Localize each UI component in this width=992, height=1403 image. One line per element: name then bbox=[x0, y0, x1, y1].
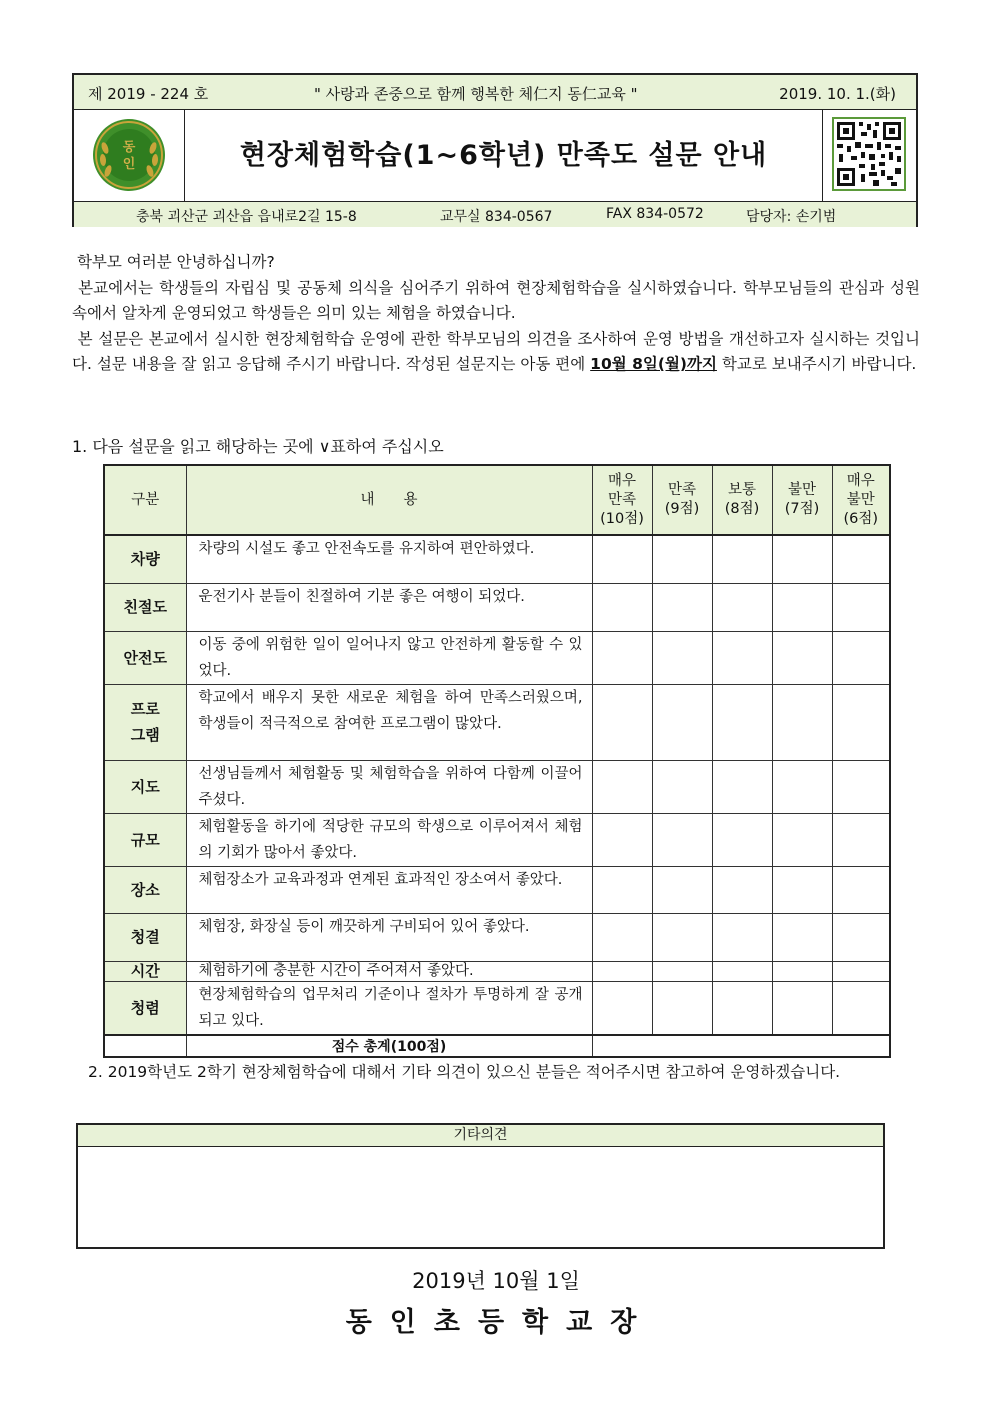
rating-cell[interactable] bbox=[592, 760, 652, 813]
table-row bbox=[104, 760, 890, 813]
rating-cell[interactable] bbox=[652, 981, 712, 1035]
rating-cell[interactable] bbox=[832, 866, 890, 913]
header-category: 구분 bbox=[104, 465, 186, 535]
intro-paragraph-2: 본 설문은 본교에서 실시한 현장체험학습 운영에 관한 학부모님의 의견을 조사하여 운영 방법을 개선하고자 실시하는 것입니다. 설문 내용을 잘 읽고 응답해 주시기 바랍니다. 작성된 설문지는 아동 편에 bbox=[72, 329, 920, 374]
total-score-cell[interactable] bbox=[592, 1035, 890, 1057]
school-emblem-icon bbox=[92, 118, 166, 192]
row-category: 장소 bbox=[104, 866, 186, 913]
header-satisfied: 만족 (9점) bbox=[652, 465, 712, 535]
row-category: 청결 bbox=[104, 913, 186, 961]
intro-paragraph-2-end: 학교로 보내주시기 바랍니다. bbox=[716, 355, 917, 374]
opinion-box[interactable] bbox=[76, 1123, 885, 1249]
rating-cell[interactable] bbox=[592, 913, 652, 961]
total-blank-cell bbox=[104, 1035, 186, 1057]
contact-person: 담당자: 손기범 bbox=[746, 209, 837, 225]
row-category: 차량 bbox=[104, 535, 186, 583]
header-top-bar bbox=[74, 75, 916, 110]
question-1: 1. 다음 설문을 읽고 해당하는 곳에 ∨표하여 주십시오 bbox=[72, 437, 444, 456]
header-very-satisfied: 매우 만족 (10점) bbox=[592, 465, 652, 535]
row-category: 안전도 bbox=[104, 631, 186, 684]
slogan: " 사랑과 존중으로 함께 행복한 체仁지 동仁교육 " bbox=[314, 85, 638, 103]
rating-cell[interactable] bbox=[652, 813, 712, 866]
rating-cell[interactable] bbox=[712, 583, 772, 631]
rating-cell[interactable] bbox=[592, 866, 652, 913]
header-neutral: 보통 (8점) bbox=[712, 465, 772, 535]
intro-text bbox=[72, 250, 920, 378]
total-row bbox=[104, 1035, 890, 1057]
rating-cell[interactable] bbox=[652, 684, 712, 760]
rating-cell[interactable] bbox=[772, 981, 832, 1035]
rating-cell[interactable] bbox=[772, 961, 832, 981]
rating-cell[interactable] bbox=[652, 961, 712, 981]
rating-cell[interactable] bbox=[652, 631, 712, 684]
row-text: 체험장, 화장실 등이 깨끗하게 구비되어 있어 좋았다. bbox=[186, 913, 592, 961]
rating-cell[interactable] bbox=[832, 961, 890, 981]
rating-cell[interactable] bbox=[832, 583, 890, 631]
rating-cell[interactable] bbox=[772, 760, 832, 813]
row-text: 체험활동을 하기에 적당한 규모의 학생으로 이루어져서 체험의 기회가 많아서 좋았다. bbox=[186, 813, 592, 866]
rating-cell[interactable] bbox=[592, 535, 652, 583]
rating-cell[interactable] bbox=[772, 631, 832, 684]
rating-cell[interactable] bbox=[652, 760, 712, 813]
row-text: 학교에서 배우지 못한 새로운 체험을 하여 만족스러웠으며, 학생들이 적극적으로 참여한 프로그램이 많았다. bbox=[186, 684, 592, 760]
question-2: 2. 2019학년도 2학기 현장체험학습에 대해서 기타 의견이 있으신 분들은 적어주시면 참고하여 운영하겠습니다. bbox=[88, 1063, 841, 1081]
table-row bbox=[104, 535, 890, 583]
issue-date: 2019. 10. 1.(화) bbox=[779, 85, 896, 103]
rating-cell[interactable] bbox=[652, 583, 712, 631]
rating-cell[interactable] bbox=[832, 535, 890, 583]
rating-cell[interactable] bbox=[832, 684, 890, 760]
header-contact-bar bbox=[74, 202, 916, 227]
row-text: 운전기사 분들이 친절하여 기분 좋은 여행이 되었다. bbox=[186, 583, 592, 631]
opinion-header: 기타의견 bbox=[78, 1125, 883, 1147]
rating-cell[interactable] bbox=[592, 583, 652, 631]
rating-cell[interactable] bbox=[772, 866, 832, 913]
qr-cell bbox=[822, 110, 916, 201]
table-row bbox=[104, 684, 890, 760]
row-category: 규모 bbox=[104, 813, 186, 866]
row-category: 지도 bbox=[104, 760, 186, 813]
table-row bbox=[104, 866, 890, 913]
row-category: 프로 그램 bbox=[104, 684, 186, 760]
rating-cell[interactable] bbox=[712, 813, 772, 866]
rating-cell[interactable] bbox=[712, 760, 772, 813]
issue-number: 제 2019 - 224 호 bbox=[88, 85, 209, 103]
rating-cell[interactable] bbox=[712, 631, 772, 684]
deadline: 10월 8일(월)까지 bbox=[590, 355, 717, 374]
rating-cell[interactable] bbox=[772, 535, 832, 583]
header-very-dissatisfied: 매우 불만 (6점) bbox=[832, 465, 890, 535]
school-principal: 동인초등학교장 bbox=[345, 1307, 655, 1338]
svg-text:동: 동 bbox=[122, 140, 136, 155]
table-row bbox=[104, 813, 890, 866]
intro-paragraph-1: 본교에서는 학생들의 자립심 및 공동체 의식을 심어주기 위하여 현장체험학습을 실시하였습니다. 학부모님들의 관심과 성원 속에서 알차게 운영되었고 학생들은 의미 있는 체험을 하였습니다. bbox=[72, 278, 920, 323]
greeting: 학부모 여러분 안녕하십니까? bbox=[76, 253, 275, 271]
table-row bbox=[104, 981, 890, 1035]
logo-cell bbox=[74, 110, 185, 201]
rating-cell[interactable] bbox=[772, 813, 832, 866]
row-text: 현장체험학습의 업무처리 기준이나 절차가 투명하게 잘 공개되고 있다. bbox=[186, 981, 592, 1035]
rating-cell[interactable] bbox=[592, 981, 652, 1035]
row-text: 체험장소가 교육과정과 연계된 효과적인 장소여서 좋았다. bbox=[186, 866, 592, 913]
svg-text:인: 인 bbox=[122, 157, 136, 172]
table-row bbox=[104, 583, 890, 631]
document-title: 현장체험학습(1~6학년) 만족도 설문 안내 bbox=[239, 140, 768, 171]
rating-cell[interactable] bbox=[712, 961, 772, 981]
school-address: 충북 괴산군 괴산읍 읍내로2길 15-8 bbox=[136, 209, 357, 225]
rating-cell[interactable] bbox=[772, 684, 832, 760]
table-row bbox=[104, 913, 890, 961]
rating-cell[interactable] bbox=[772, 583, 832, 631]
rating-cell[interactable] bbox=[772, 913, 832, 961]
letter-header bbox=[72, 73, 918, 227]
table-row bbox=[104, 631, 890, 684]
rating-cell[interactable] bbox=[832, 981, 890, 1035]
rating-cell[interactable] bbox=[652, 535, 712, 583]
table-row bbox=[104, 961, 890, 981]
rating-cell[interactable] bbox=[712, 866, 772, 913]
header-dissatisfied: 불만 (7점) bbox=[772, 465, 832, 535]
rating-cell[interactable] bbox=[592, 961, 652, 981]
rating-cell[interactable] bbox=[832, 631, 890, 684]
row-text: 선생님들께서 체험활동 및 체험학습을 위하여 다함께 이끌어 주셨다. bbox=[186, 760, 592, 813]
rating-cell[interactable] bbox=[832, 913, 890, 961]
rating-cell[interactable] bbox=[712, 913, 772, 961]
footer-date: 2019년 10월 1일 bbox=[412, 1269, 580, 1293]
rating-cell[interactable] bbox=[712, 981, 772, 1035]
rating-cell[interactable] bbox=[712, 535, 772, 583]
header-title-bar bbox=[74, 110, 916, 202]
rating-cell[interactable] bbox=[592, 684, 652, 760]
office-phone: 교무실 834-0567 bbox=[440, 209, 553, 225]
total-label: 점수 총계(100점) bbox=[186, 1035, 592, 1057]
row-category: 시간 bbox=[104, 961, 186, 981]
fax-number: FAX 834-0572 bbox=[606, 206, 704, 222]
rating-cell[interactable] bbox=[832, 760, 890, 813]
row-text: 체험하기에 충분한 시간이 주어져서 좋았다. bbox=[186, 961, 592, 981]
header-content: 내 용 bbox=[186, 465, 592, 535]
qr-code-icon[interactable] bbox=[832, 117, 906, 191]
row-text: 차량의 시설도 좋고 안전속도를 유지하여 편안하였다. bbox=[186, 535, 592, 583]
rating-cell[interactable] bbox=[652, 913, 712, 961]
rating-cell[interactable] bbox=[832, 813, 890, 866]
row-category: 청렴 bbox=[104, 981, 186, 1035]
rating-cell[interactable] bbox=[712, 684, 772, 760]
row-text: 이동 중에 위험한 일이 일어나지 않고 안전하게 활동할 수 있었다. bbox=[186, 631, 592, 684]
survey-table bbox=[103, 464, 891, 1058]
rating-cell[interactable] bbox=[652, 866, 712, 913]
row-category: 친절도 bbox=[104, 583, 186, 631]
rating-cell[interactable] bbox=[592, 631, 652, 684]
rating-cell[interactable] bbox=[592, 813, 652, 866]
